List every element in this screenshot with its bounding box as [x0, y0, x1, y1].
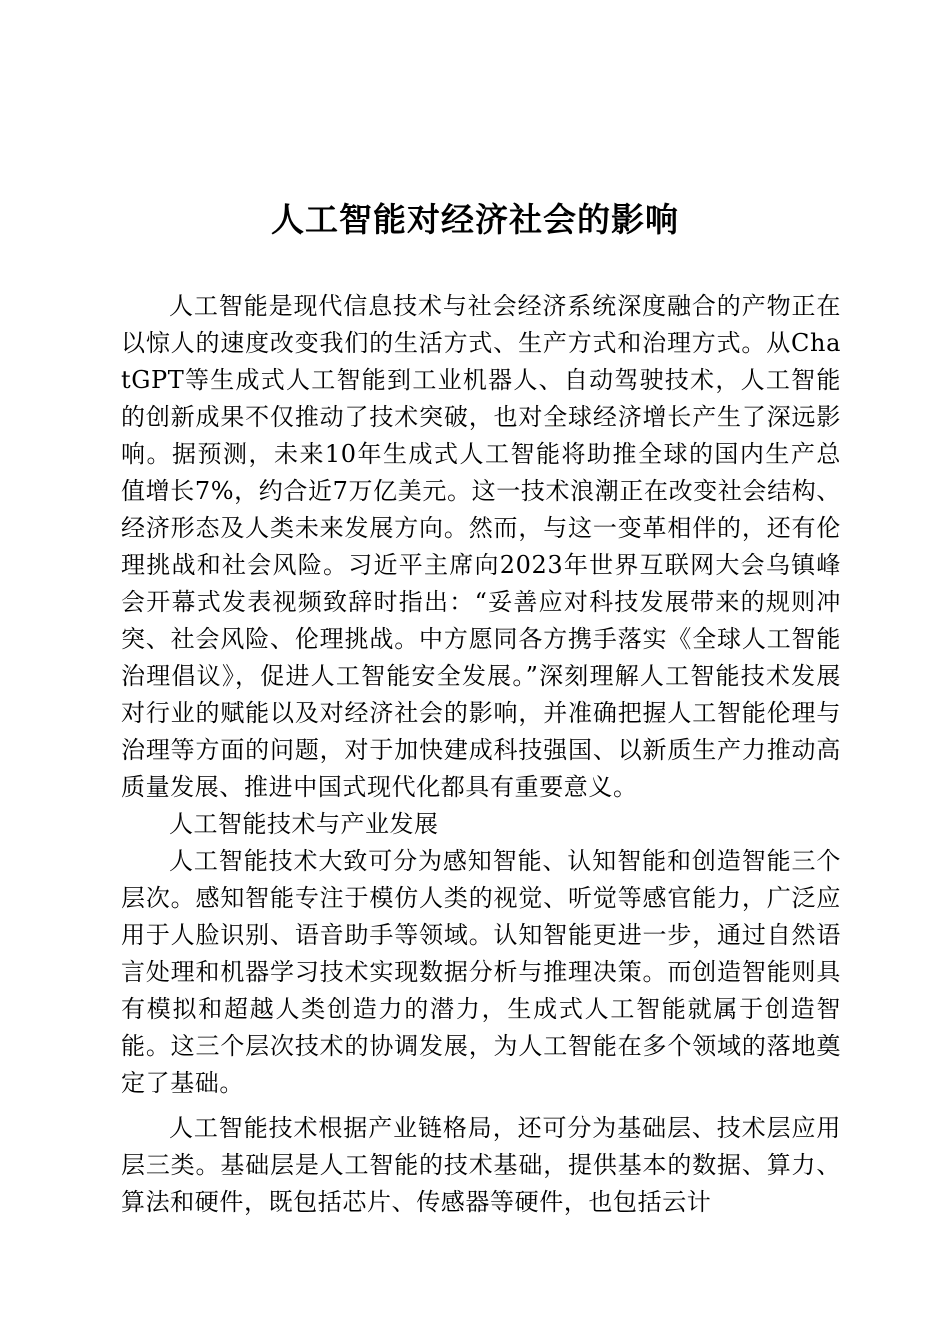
intro-paragraph: 人工智能是现代信息技术与社会经济系统深度融合的产物正在以惊人的速度改变我们的生活方式、生产方式和治理方式。从ChatGPT等生成式人工智能到工业机器人、自动驾驶技术，人工智能的创新成果不仅推动了技术突破，也对全球经济增长产生了深远影响。据预测，未来10年生成式人工智能将助推全球的国内生产总值增长7%，约合近7万亿美元。这一技术浪潮正在改变社会结构、经济形态及人类未来发展方向。然而，与这一变革相伴的，还有伦理挑战和社会风险。习近平主席向2023年世界互联网大会乌镇峰会开幕式发表视频致辞时指出：“妥善应对科技发展带来的规则冲突、社会风险、伦理挑战。中方愿同各方携手落实《全球人工智能治理倡议》，促进人工智能安全发展。”深刻理解人工智能技术发展对行业的赋能以及对经济社会的影响，并准确把握人工智能伦理与治理等方面的问题，对于加快建成科技强国、以新质生产力推动高质量发展、推进中国式现代化都具有重要意义。: [121, 292, 841, 801]
section-paragraph-2: 人工智能技术根据产业链格局，还可分为基础层、技术层应用层三类。基础层是人工智能的技术基础，提供基本的数据、算力、算法和硬件，既包括芯片、传感器等硬件，也包括云计: [121, 1114, 841, 1216]
section-heading: 人工智能技术与产业发展: [169, 810, 439, 838]
document-body: [121, 288, 841, 1221]
document-title: 人工智能对经济社会的影响: [271, 200, 679, 239]
section-paragraph-1: 人工智能技术大致可分为感知智能、认知智能和创造智能三个层次。感知智能专注于模仿人类的视觉、听觉等感官能力，广泛应用于人脸识别、语音助手等领域。认知智能更进一步，通过自然语言处理和机器学习技术实现数据分析与推理决策。而创造智能则具有模拟和超越人类创造力的潜力，生成式人工智能就属于创造智能。这三个层次技术的协调发展，为人工智能在多个领域的落地奠定了基础。: [121, 847, 841, 1097]
